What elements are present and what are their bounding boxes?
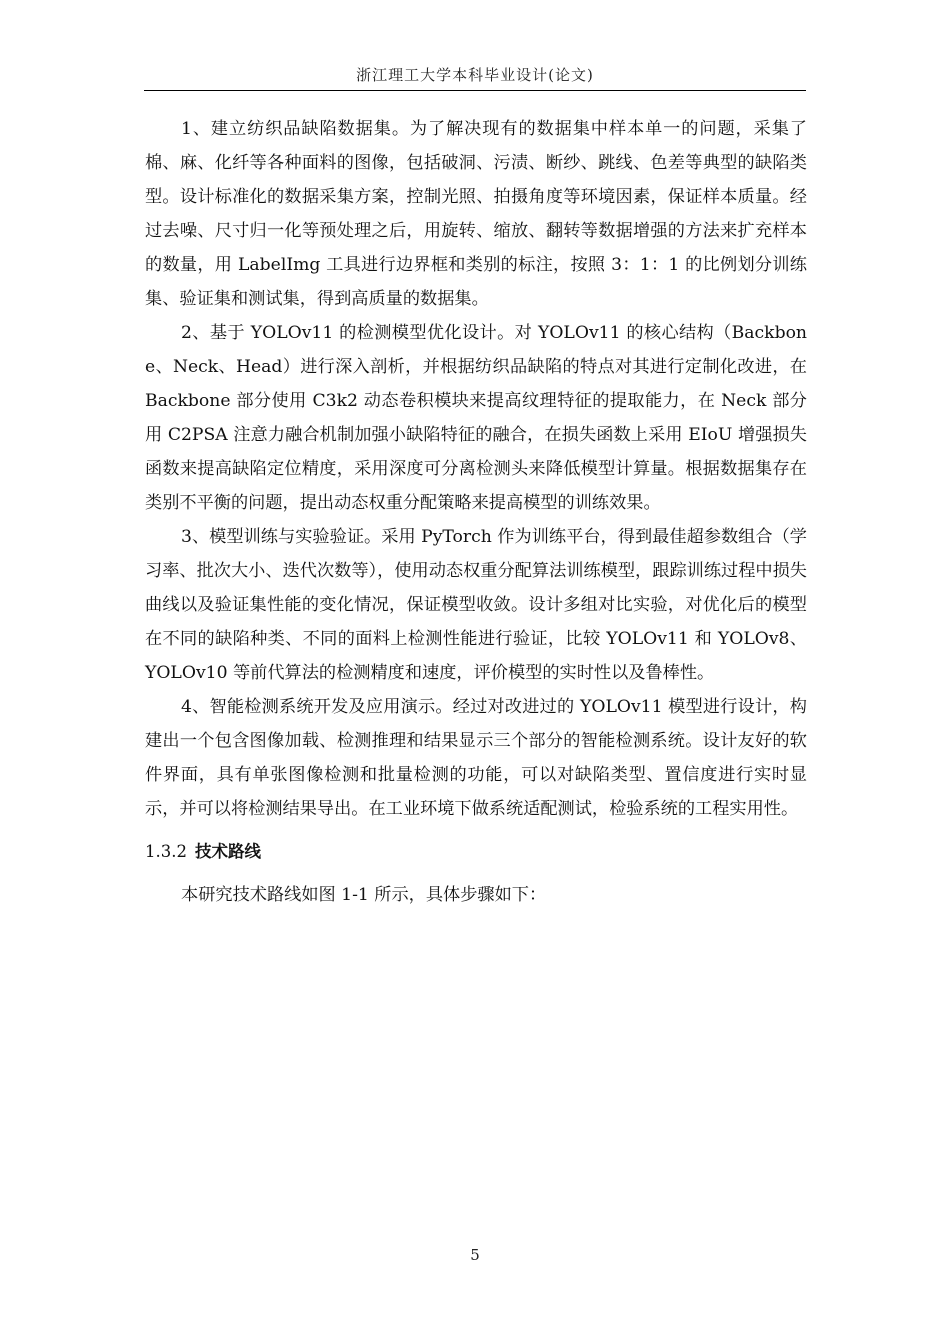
header-rule <box>144 90 806 91</box>
page-number: 5 <box>470 1246 480 1264</box>
section-number: 1.3.2 <box>145 842 187 861</box>
section-title: 技术路线 <box>194 842 261 861</box>
section-heading <box>145 837 807 867</box>
page-body <box>145 112 807 912</box>
paragraph-model-design: 2、基于 YOLOv11 的检测模型优化设计。对 YOLOv11 的核心结构（Backbone、Neck、Head）进行深入剖析，并根据纺织品缺陷的特点对其进行定制化改进，在 Backbone 部分使用 C3k2 动态卷积模块来提高纹理特征的提取能力，在 Neck 部分用 C2PSA 注意力融合机制加强小缺陷特征的融合，在损失函数上采用 EIoU 增强损失函数来提高缺陷定位精度，采用深度可分离检测头来降低模型计算量。根据数据集存在类别不平衡的问题，提出动态权重分配策略来提高模型的训练效果。 <box>145 323 807 513</box>
running-header: 浙江理工大学本科毕业设计(论文) <box>356 66 594 84</box>
paragraph-system: 4、智能检测系统开发及应用演示。经过对改进过的 YOLOv11 模型进行设计，构建出一个包含图像加载、检测推理和结果显示三个部分的智能检测系统。设计友好的软件界面，具有单张图像检测和批量检测的功能，可以对缺陷类型、置信度进行实时显示，并可以将检测结果导出。在工业环境下做系统适配测试，检验系统的工程实用性。 <box>145 697 807 819</box>
paragraph-training: 3、模型训练与实验验证。采用 PyTorch 作为训练平台，得到最佳超参数组合（学习率、批次大小、迭代次数等），使用动态权重分配算法训练模型，跟踪训练过程中损失曲线以及验证集性能的变化情况，保证模型收敛。设计多组对比实验，对优化后的模型在不同的缺陷种类、不同的面料上检测性能进行验证，比较 YOLOv11 和 YOLOv8、YOLOv10 等前代算法的检测精度和速度，评价模型的实时性以及鲁棒性。 <box>145 527 807 683</box>
section-intro: 本研究技术路线如图 1-1 所示，具体步骤如下： <box>181 885 547 905</box>
paragraph-dataset: 1、建立纺织品缺陷数据集。为了解决现有的数据集中样本单一的问题，采集了棉、麻、化纤等各种面料的图像，包括破洞、污渍、断纱、跳线、色差等典型的缺陷类型。设计标准化的数据采集方案，控制光照、拍摄角度等环境因素，保证样本质量。经过去噪、尺寸归一化等预处理之后，用旋转、缩放、翻转等数据增强的方法来扩充样本的数量，用 LabelImg 工具进行边界框和类别的标注，按照 3：1：1 的比例划分训练集、验证集和测试集，得到高质量的数据集。 <box>145 119 807 309</box>
